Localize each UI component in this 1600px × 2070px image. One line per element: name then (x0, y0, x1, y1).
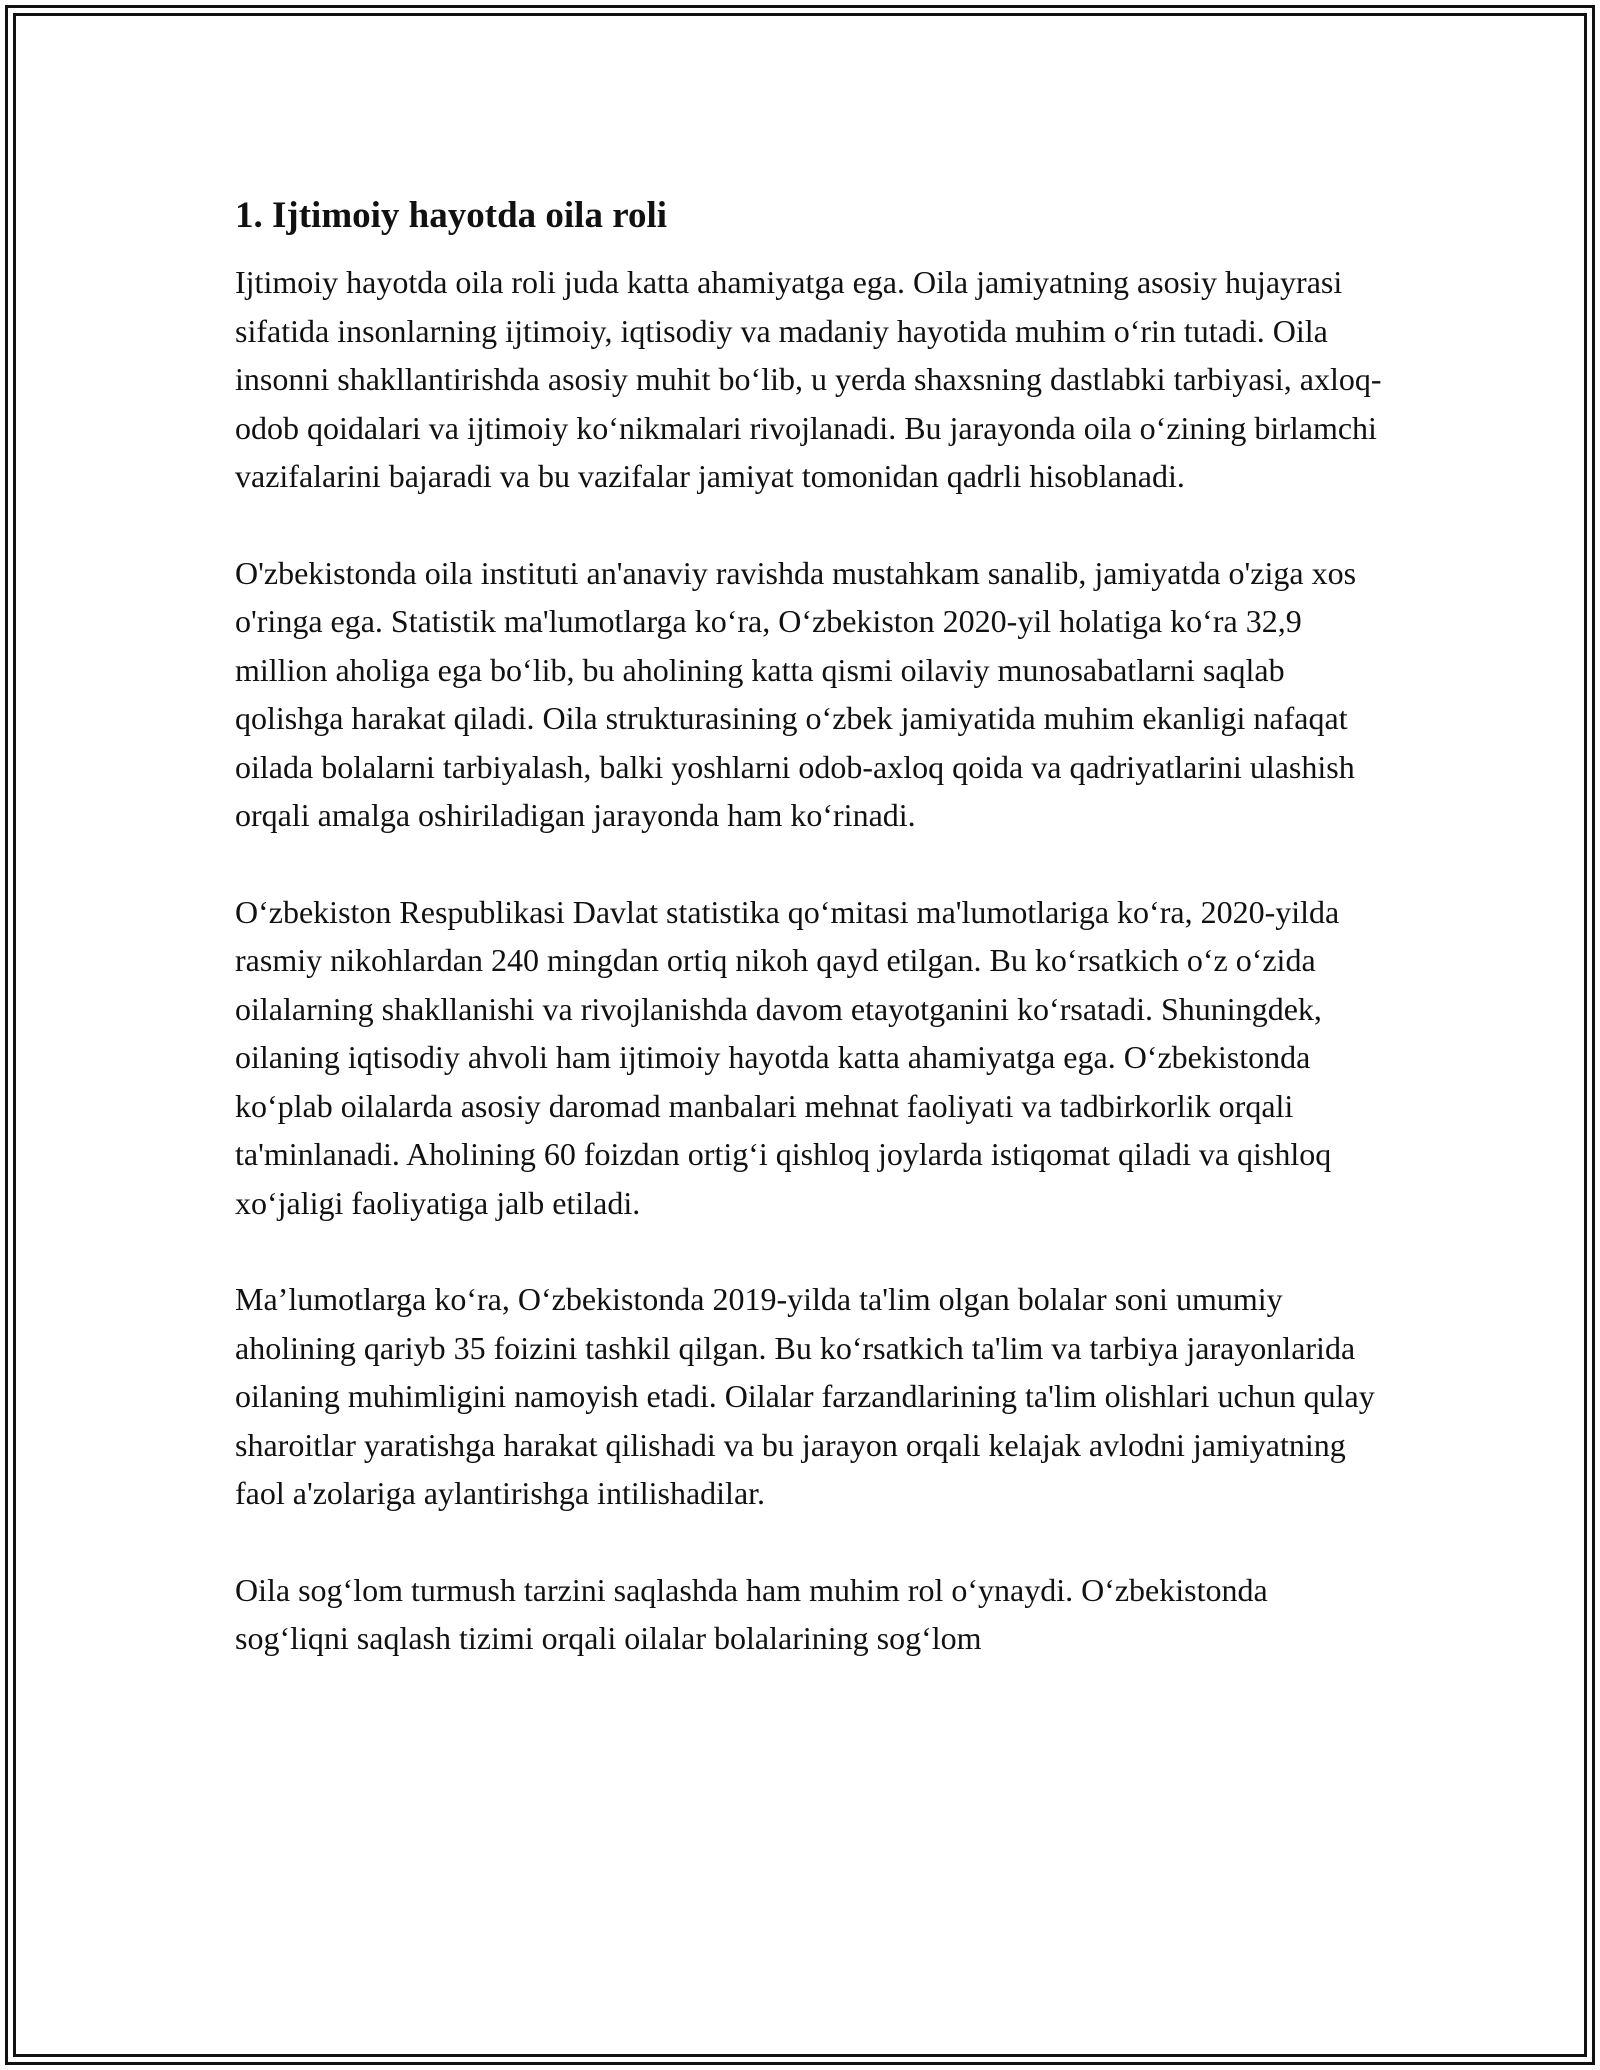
paragraph-5: Oila sogʻlom turmush tarzini saqlashda ham muhim rol oʻynaydi. Oʻzbekistonda sogʻliqni saqlash tizimi orqali oilalar bolalarining sogʻlom (235, 1571, 1268, 1656)
paragraph-3: Oʻzbekiston Respublikasi Davlat statistika qoʻmitasi ma'lumotlariga koʻra, 2020-yilda rasmiy nikohlardan 240 mingdan ortiq nikoh qayd etilgan. Bu koʻrsatkich oʻz oʻzida oilalarning shakllanishi va rivojlanishda davom etayotganini koʻrsatadi. Shuningdek, oilaning iqtisodiy ahvoli ham ijtimoiy hayotda katta ahamiyatga ega. Oʻzbekistonda koʻplab oilalarda asosiy daromad manbalari mehnat faoliyati va tadbirkorlik orqali ta'minlanadi. Aholining 60 foizdan ortigʻi qishloq joylarda istiqomat qiladi va qishloq xoʻjaligi faoliyatiga jalb etiladi. (235, 893, 1340, 1221)
paragraph-1: Ijtimoiy hayotda oila roli juda katta ahamiyatga ega. Oila jamiyatning asosiy hujayrasi sifatida insonlarning ijtimoiy, iqtisodiy va madaniy hayotida muhim oʻrin tutadi. Oila insonni shakllantirishda asosiy muhit boʻlib, u yerda shaxsning dastlabki tarbiyasi, axloq-odob qoidalari va ijtimoiy koʻnikmalari rivojlanadi. Bu jarayonda oila oʻzining birlamchi vazifalarini bajaradi va bu vazifalar jamiyat tomonidan qadrli hisoblanadi. (235, 264, 1382, 494)
paragraph-4: Ma’lumotlarga koʻra, Oʻzbekistonda 2019-yilda ta'lim olgan bolalar soni umumiy aholining qariyb 35 foizini tashkil qilgan. Bu koʻrsatkich ta'lim va tarbiya jarayonlarida oilaning muhimligini namoyish etadi. Oilalar farzandlarining ta'lim olishlari uchun qulay sharoitlar yaratishga harakat qilishadi va bu jarayon orqali kelajak avlodni jamiyatning faol a'zolariga aylantirishga intilishadilar. (235, 1281, 1375, 1511)
document-body (235, 190, 1385, 1663)
paragraph-2: O'zbekistonda oila instituti an'anaviy ravishda mustahkam sanalib, jamiyatda o'ziga xos o'ringa ega. Statistik ma'lumotlarga koʻra, Oʻzbekiston 2020-yil holatiga koʻra 32,9 million aholiga ega boʻlib, bu aholining katta qismi oilaviy munosabatlarni saqlab qolishga harakat qiladi. Oila strukturasining oʻzbek jamiyatida muhim ekanligi nafaqat oilada bolalarni tarbiyalash, balki yoshlarni odob-axloq qoida va qadriyatlarini ulashish orqali amalga oshiriladigan jarayonda ham koʻrinadi. (235, 554, 1357, 833)
section-heading: 1. Ijtimoiy hayotda oila roli (235, 195, 668, 236)
